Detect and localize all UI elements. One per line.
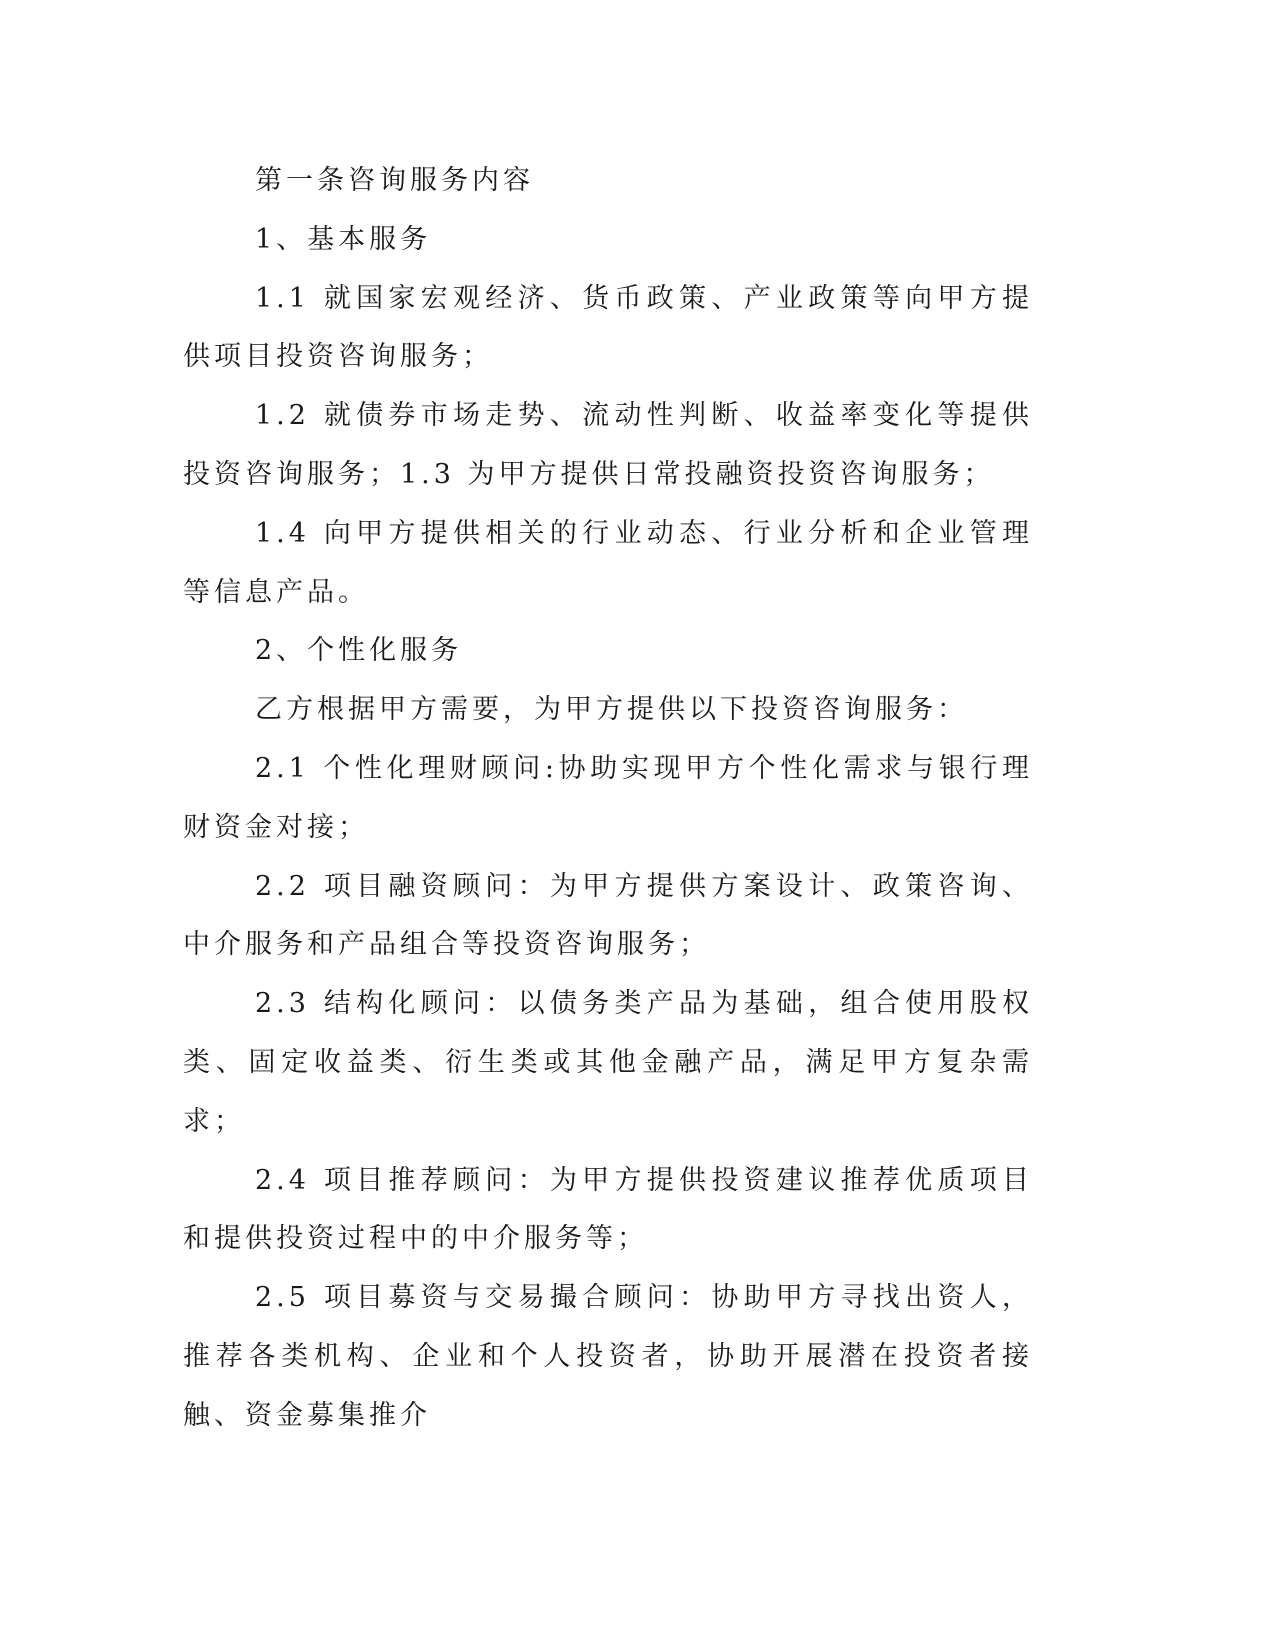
subsection-heading-basic-services: 1、基本服务 — [255, 223, 432, 255]
clause-1-2-1-3: 1.2 就债券市场走势、流动性判断、收益率变化等提供投资咨询服务；1.3 为甲方提供日常投融资投资咨询服务； — [183, 400, 1033, 490]
clause-2-5: 2.5 项目募资与交易撮合顾问：协助甲方寻找出资人，推荐各类机构、企业和个人投资者，协助开展潜在投资者接触、资金募集推介 — [183, 1282, 1033, 1431]
clause-1-4: 1.4 向甲方提供相关的行业动态、行业分析和企业管理等信息产品。 — [183, 517, 1033, 608]
clause-2-1: 2.1 个性化理财顾问:协助实现甲方个性化需求与银行理财资金对接； — [183, 752, 1033, 843]
clause-2-4: 2.4 项目推荐顾问：为甲方提供投资建议推荐优质项目和提供投资过程中的中介服务等； — [183, 1164, 1033, 1255]
clause-1-1: 1.1 就国家宏观经济、货币政策、产业政策等向甲方提供项目投资咨询服务； — [183, 282, 1033, 373]
clause-2-3: 2.3 结构化顾问：以债务类产品为基础，组合使用股权类、固定收益类、衍生类或其他金融产品，满足甲方复杂需求； — [183, 988, 1033, 1137]
intro-paragraph: 乙方根据甲方需要，为甲方提供以下投资咨询服务： — [255, 694, 968, 726]
subsection-heading-personalized-services: 2、个性化服务 — [255, 635, 463, 667]
clause-2-2: 2.2 项目融资顾问：为甲方提供方案设计、政策咨询、中介服务和产品组合等投资咨询服务； — [183, 870, 1033, 961]
document-body — [183, 152, 1033, 1446]
section-heading: 第一条咨询服务内容 — [255, 165, 534, 196]
